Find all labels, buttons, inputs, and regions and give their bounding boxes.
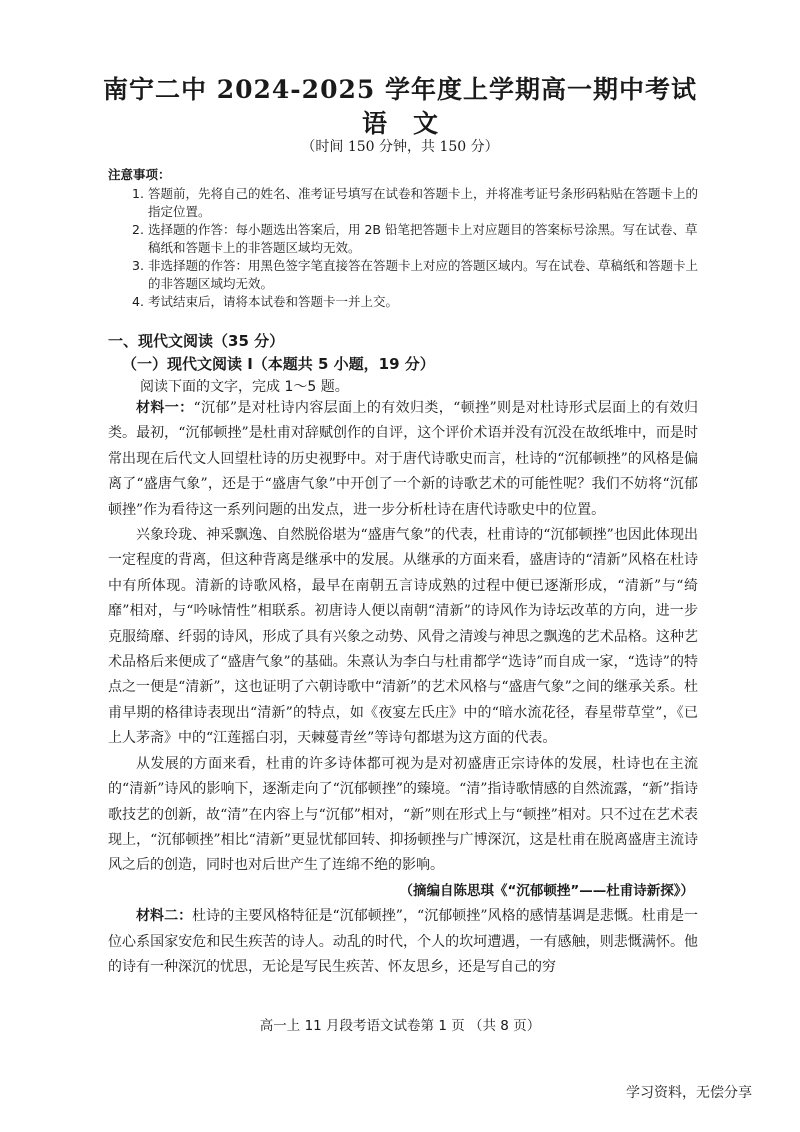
passage-paragraph — [108, 904, 698, 980]
notice-section — [108, 166, 708, 311]
notice-item-number: 4. — [132, 294, 144, 309]
material-label: 材料一： — [136, 400, 194, 416]
notice-item-text: 选择题的作答：每小题选出答案后，用 2B 铅笔把答题卡上对应题目的答案标号涂黑。写在试卷、草稿纸和答题卡上的非答题区域均无效。 — [148, 222, 698, 255]
notice-item — [108, 257, 708, 293]
reading-instruction: 阅读下面的文字，完成 1～5 题。 — [140, 379, 349, 395]
exam-time: （时间 150 分钟，共 150 分） — [301, 139, 499, 155]
notice-item-number: 3. — [132, 258, 144, 273]
exam-title: 南宁二中 2024-2025 学年度上学期高一期中考试 — [103, 75, 697, 104]
notice-item — [108, 293, 708, 311]
reading-passage — [108, 396, 698, 980]
notice-item — [108, 185, 708, 221]
notice-item-text: 考试结束后，请将本试卷和答题卡一并上交。 — [148, 294, 399, 309]
passage-paragraph: 兴象玲珑、神采飘逸、自然脱俗堪为“盛唐气象”的代表，杜甫诗的“沉郁顿挫”也因此体现出一定程度的背离，但这种背离是继承中的发展。从继承的方面来看，盛唐诗的“清新”风格在杜诗中有所体现。清新的诗歌风格，最早在南朝五言诗成熟的过程中便已逐渐形成，“清新”与“绮靡”相对，与“吟咏情性”相联系。初唐诗人便以南朝“清新”的诗风作为诗坛改革的方向，进一步克服绮靡、纤弱的诗风，形成了具有兴象之动势、风骨之清竣与神思之飘逸的艺术品格。这种艺术品格后来便成了“盛唐气象”的基础。朱熹认为李白与杜甫都学“选诗”而自成一家，“选诗”的特点之一便是“清新”，这也证明了六朝诗歌中“清新”的艺术风格与“盛唐气象”之间的继承关系。杜甫早期的格律诗表现出“清新”的特点，如《夜宴左氏庄》中的“暗水流花径，春星带草堂”，《已上人茅斋》中的“江莲摇白羽，天棘蔓青丝”等诗句都堪为这方面的代表。 — [108, 527, 698, 747]
citation: （摘编自陈思琪《“沉郁顿挫”——杜甫诗新探》） — [399, 882, 694, 899]
paragraph-text: 杜诗的主要风格特征是“沉郁顿挫”，“沉郁顿挫”风格的感情基调是悲慨。杜甫是一位心系国家安危和民生疾苦的诗人。动乱的时代，个人的坎坷遭遇，一有感触，则悲慨满怀。他的诗有一种深沉的忧思，无论是写民生疾苦、怀友思乡，还是写自己的穷 — [108, 908, 698, 975]
subsection-heading: （一）现代文阅读 I（本题共 5 小题，19 分） — [122, 355, 435, 373]
notice-item — [108, 221, 708, 257]
passage-paragraph: 从发展的方面来看，杜甫的许多诗体都可视为是对初盛唐正宗诗体的发展，杜诗也在主流的“清新”诗风的影响下，逐渐走向了“沉郁顿挫”的臻境。“清”指诗歌情感的自然流露，“新”指诗歌技艺的创新，故“清”在内容上与“沉郁”相对，“新”则在形式上与“顿挫”相对。只不过在艺术表现上，“沉郁顿挫”相比“清新”更显忧郁回转、抑扬顿挫与广博深沉，这是杜甫在脱离盛唐主流诗风之后的创造，同时也对后世产生了连绵不绝的影响。 — [108, 755, 698, 874]
notice-item-text: 非选择题的作答：用黑色签字笔直接答在答题卡上对应的答题区域内。写在试卷、草稿纸和答题卡上的非答题区域均无效。 — [148, 258, 699, 291]
paragraph-text: “沉郁”是对杜诗内容层面上的有效归类，“顿挫”则是对杜诗形式层面上的有效归类。最初，“沉郁顿挫”是杜甫对辞赋创作的自评，这个评价术语并没有沉没在故纸堆中，而是时常出现在后代文人回望杜诗的历史视野中。对于唐代诗歌史而言，杜诗的“沉郁顿挫”的风格是偏离了“盛唐气象”，还是于“盛唐气象”中开创了一个新的诗歌艺术的可能性呢？我们不妨将“沉郁顿挫”作为看待这一系列问题的出发点，进一步分析杜诗在唐代诗歌史中的位置。 — [108, 400, 698, 518]
section-heading: 一、现代文阅读（35 分） — [108, 332, 285, 350]
page-footer: 高一上 11 月段考语文试卷第 1 页 （共 8 页） — [259, 1018, 541, 1034]
material-label: 材料二： — [136, 908, 193, 925]
subject-title: 语文 — [361, 109, 464, 138]
notice-item-number: 1. — [132, 186, 144, 201]
passage-paragraph — [108, 396, 698, 523]
notice-item-text: 答题前，先将自己的姓名、准考证号填写在试卷和答题卡上，并将准考证号条形码粘贴在答题卡上的指定位置。 — [148, 186, 699, 219]
watermark-text: 学习资料，无偿分享 — [626, 1085, 752, 1101]
notice-heading: 注意事项： — [108, 167, 171, 182]
notice-item-number: 2. — [132, 222, 144, 237]
